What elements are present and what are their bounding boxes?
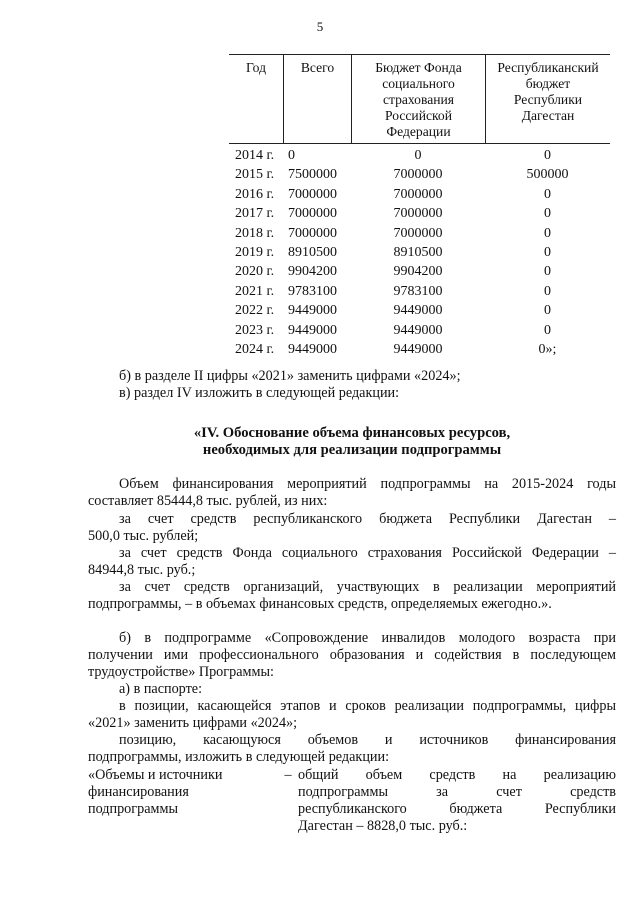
section-heading-line2: необходимых для реализации подпрограммы	[202, 442, 502, 458]
cell-republic: 0	[544, 225, 551, 241]
table-row	[229, 340, 610, 359]
cell-fss: 9449000	[393, 322, 443, 338]
cell-republic: 0	[544, 244, 551, 260]
paragraph-republic-budget: за счет средств республиканского бюджета Республики Дагестан – 500,0 тыс. рублей;	[88, 511, 616, 544]
cell-year: 2014 г.	[235, 148, 275, 163]
cell-total: 7000000	[288, 186, 337, 202]
resources-dash: –	[284, 767, 292, 783]
table-row	[229, 146, 610, 165]
cell-year: 2016 г.	[235, 186, 275, 202]
table-row	[229, 243, 610, 262]
cell-year: 2024 г.	[235, 341, 275, 357]
header-republic-budget: Республиканский бюджет Республики Дагестан	[485, 55, 610, 143]
financing-table	[229, 54, 610, 359]
table-row	[229, 262, 610, 281]
paragraph-total-financing: Объем финансирования мероприятий подпрограммы на 2015-2024 годы составляет 85444,8 тыс. рублей, из них:	[88, 476, 616, 509]
cell-total: 9449000	[288, 322, 337, 338]
section-heading-line1: «IV. Обоснование объема финансовых ресурсов,	[193, 425, 511, 441]
cell-republic: 0	[544, 186, 551, 202]
paragraph-stages: в позиции, касающейся этапов и сроков реализации подпрограммы, цифры «2021» заменить цифрами «2024»;	[88, 698, 616, 731]
cell-year: 2018 г.	[235, 225, 275, 241]
table-header	[229, 54, 610, 144]
table-row	[229, 204, 610, 223]
cell-republic: 0	[544, 303, 551, 319]
paragraph-passport: а) в паспорте:	[119, 681, 203, 697]
cell-fss: 8910500	[393, 244, 443, 260]
table-row	[229, 224, 610, 243]
cell-total: 7000000	[288, 225, 337, 241]
item-v: в) раздел IV изложить в следующей редакции:	[119, 385, 400, 401]
page-number: 5	[316, 19, 324, 34]
cell-year: 2020 г.	[235, 264, 275, 280]
cell-year: 2019 г.	[235, 244, 275, 260]
cell-fss: 0	[414, 148, 422, 163]
paragraph-volumes: позицию, касающуюся объемов и источников финансирования подпрограммы, изложить в следующей редакции:	[88, 732, 616, 765]
table-row	[229, 282, 610, 301]
cell-year: 2015 г.	[235, 167, 275, 183]
cell-republic: 0	[544, 206, 551, 222]
cell-total: 8910500	[288, 244, 337, 260]
paragraph-fss-budget: за счет средств Фонда социального страхования Российской Федерации – 84944,8 тыс. руб.;	[88, 545, 616, 578]
cell-total: 9449000	[288, 303, 337, 319]
cell-total: 9904200	[288, 264, 337, 280]
cell-year: 2017 г.	[235, 206, 275, 222]
cell-total: 7000000	[288, 206, 337, 222]
item-b: б) в разделе II цифры «2021» заменить цифрами «2024»;	[119, 368, 461, 384]
cell-fss: 7000000	[393, 186, 443, 202]
resources-label: «Объемы и источники финансирования подпрограммы	[88, 767, 223, 817]
header-year: Год	[246, 60, 266, 75]
cell-republic: 0	[544, 264, 551, 280]
cell-fss: 9449000	[393, 303, 443, 319]
table-row	[229, 165, 610, 184]
cell-fss: 7000000	[393, 167, 443, 183]
cell-fss: 7000000	[393, 225, 443, 241]
resources-value: общий объем средств на реализацию подпрограммы за счет средств республиканского бюджета Республики Дагестан – 8828,0 тыс. руб.:	[298, 767, 616, 834]
cell-republic: 500000	[526, 167, 569, 183]
cell-year: 2022 г.	[235, 303, 275, 319]
cell-year: 2023 г.	[235, 322, 275, 338]
header-total: Всего	[283, 55, 351, 143]
cell-republic: 0	[544, 148, 551, 163]
table-row	[229, 301, 610, 320]
cell-fss: 9449000	[393, 341, 443, 357]
cell-fss: 9783100	[393, 283, 443, 299]
cell-republic: 0	[544, 283, 551, 299]
table-row	[229, 321, 610, 340]
paragraph-subprogram: б) в подпрограмме «Сопровождение инвалидов молодого возраста при получении ими профессионального образования и содействия в последующем трудоустройстве» Программы:	[88, 630, 616, 680]
cell-total: 9783100	[288, 283, 337, 299]
table-row	[229, 185, 610, 204]
cell-year: 2021 г.	[235, 283, 275, 299]
paragraph-organizations: за счет средств организаций, участвующих в реализации мероприятий подпрограммы, – в объемах финансовых средств, определяемых ежегодно.».	[88, 579, 616, 612]
table-body	[229, 144, 610, 359]
cell-republic: 0	[544, 322, 551, 338]
cell-total: 9449000	[288, 341, 337, 357]
cell-republic: 0»;	[538, 341, 557, 357]
cell-fss: 7000000	[393, 206, 443, 222]
cell-fss: 9904200	[393, 264, 443, 280]
cell-total: 7500000	[288, 167, 337, 183]
cell-total: 0	[288, 148, 295, 163]
header-fss-budget: Бюджет Фонда социального страхования Российской Федерации	[351, 55, 485, 143]
